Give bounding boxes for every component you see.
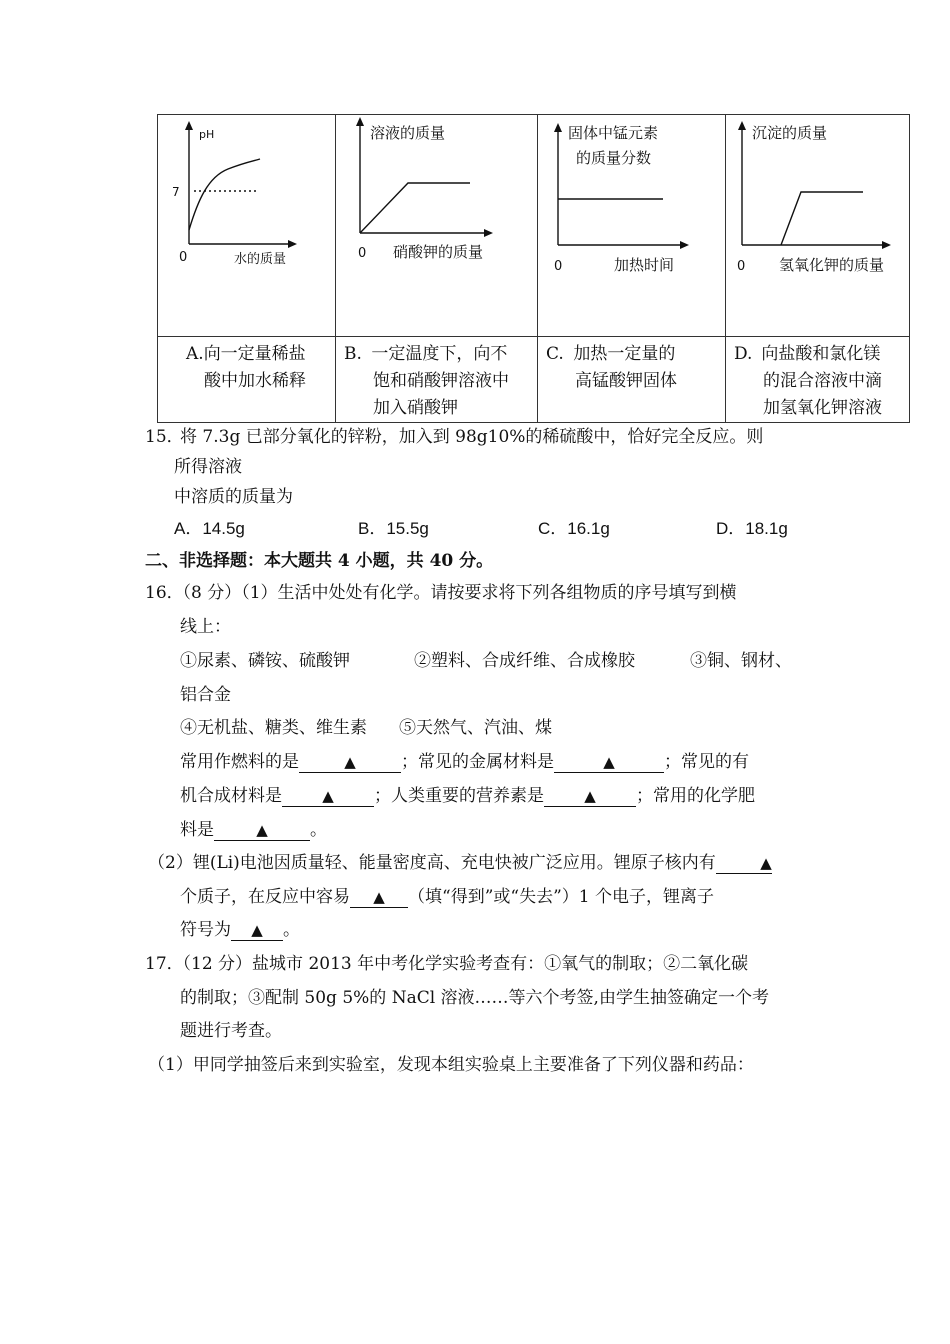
graph-d-cell — [726, 115, 910, 337]
q15-number: 15． — [145, 427, 184, 447]
graph-d-xlabel: 氢氧化钾的质量 — [779, 256, 885, 274]
caption-a: A.向一定量稀盐 酸中加水稀释 — [158, 337, 336, 423]
graph-a-ymark: 7 — [172, 185, 180, 199]
blank-ion-symbol[interactable]: ▲ — [231, 920, 283, 941]
q16-line1: （8 分）（1）生活中处处有化学。请按要求将下列各组物质的序号填写到横 — [174, 583, 737, 603]
graph-c-ylabel-1: 固体中锰元素 — [568, 124, 659, 142]
graph-d — [726, 115, 909, 331]
q16-number: 16． — [145, 583, 184, 603]
graph-c-ylabel-2: 的质量分数 — [576, 149, 652, 167]
graph-a — [158, 115, 335, 331]
graph-c — [538, 115, 725, 331]
q16-p2-row1: （2）锂(Li)电池因质量轻、能量密度高、充电快被广泛应用。锂原子核内有 ▲ — [148, 853, 772, 873]
graph-b-cell — [336, 115, 538, 337]
graph-d-origin: 0 — [737, 259, 746, 274]
graph-d-ylabel: 沉淀的质量 — [752, 124, 828, 142]
q16-item-2: ②塑料、合成纤维、合成橡胶 — [414, 651, 635, 671]
q15-option-c: C．16.1g — [538, 519, 610, 538]
q16-item-3: ③铜、钢材、 — [690, 651, 792, 671]
q15-option-a: A．14.5g — [174, 519, 245, 538]
q15-line2: 所得溶液 — [174, 457, 242, 477]
q16-item-3-cont: 铝合金 — [180, 685, 231, 705]
caption-b: B. 一定温度下，向不 饱和硝酸钾溶液中 加入硝酸钾 — [336, 337, 538, 423]
graph-a-ylabel: pH — [199, 128, 215, 141]
q16-item-5: ⑤天然气、汽油、煤 — [399, 718, 552, 738]
caption-d: D. 向盐酸和氯化镁 的混合溶液中滴 加氢氧化钾溶液 — [726, 337, 910, 423]
section-heading: 二、非选择题：本大题共 4 小题，共 40 分。 — [145, 551, 494, 571]
graph-c-cell — [538, 115, 726, 337]
graph-a-origin: 0 — [179, 250, 188, 265]
q16-p2-row3: 符号为 ▲ 。 — [180, 920, 300, 940]
q16-item-1: ①尿素、磷铵、硫酸钾 — [180, 651, 350, 671]
blank-fuel[interactable]: ▲ — [299, 752, 401, 773]
graph-c-origin: 0 — [554, 259, 563, 274]
q16-fill-row1: 常用作燃料的是 ▲ ；常见的金属材料是 ▲ ；常见的有 — [180, 752, 749, 772]
q17-number: 17． — [145, 954, 184, 974]
q16-item-4: ④无机盐、糖类、维生素 — [180, 718, 367, 738]
graph-b-origin: 0 — [358, 246, 367, 261]
graph-b-xlabel: 硝酸钾的质量 — [393, 243, 484, 261]
q16-fill-row3: 料是 ▲ 。 — [180, 820, 327, 840]
graph-c-xlabel: 加热时间 — [614, 256, 675, 274]
blank-metal[interactable]: ▲ — [554, 752, 664, 773]
q17-line3: 题进行考查。 — [180, 1021, 282, 1041]
blank-synthetic[interactable]: ▲ — [282, 786, 374, 807]
q16-line2: 线上： — [180, 617, 231, 637]
q17-line2: 的制取；③配制 50g 5%的 NaCl 溶液……等六个考签,由学生抽签确定一个考 — [180, 988, 769, 1008]
q17-line1: （12 分）盐城市 2013 年中考化学实验考查有：①氧气的制取；②二氧化碳 — [174, 954, 749, 974]
q15-line3: 中溶质的质量为 — [174, 487, 293, 507]
graph-table — [157, 114, 910, 423]
kno3-line — [360, 183, 470, 233]
q16-p2-row2: 个质子，在反应中容易 ▲ （填“得到”或“失去”）1 个电子，锂离子 — [180, 887, 714, 907]
q16-fill-row2: 机合成材料是 ▲ ；人类重要的营养素是 ▲ ；常用的化学肥 — [180, 786, 755, 806]
q17-part1: （1）甲同学抽签后来到实验室，发现本组实验桌上主要准备了下列仪器和药品： — [148, 1055, 754, 1075]
blank-fertilizer[interactable]: ▲ — [214, 820, 310, 841]
blank-nutrient[interactable]: ▲ — [544, 786, 636, 807]
graph-b — [336, 115, 537, 331]
graph-a-xlabel: 水的质量 — [234, 252, 287, 267]
graph-a-cell — [158, 115, 336, 337]
graph-b-ylabel: 溶液的质量 — [370, 124, 446, 142]
q15-option-b: B．15.5g — [358, 519, 429, 538]
ph-curve — [189, 159, 260, 230]
q15-option-d: D．18.1g — [716, 519, 788, 538]
caption-c: C. 加热一定量的 高锰酸钾固体 — [538, 337, 726, 423]
blank-gain-lose[interactable]: ▲ — [350, 887, 408, 908]
blank-protons[interactable]: ▲ — [716, 853, 772, 874]
precipitate-line — [781, 192, 863, 245]
q15-line1: 将 7.3g 已部分氧化的锌粉，加入到 98g10%的稀硫酸中，恰好完全反应。则 — [180, 427, 764, 447]
